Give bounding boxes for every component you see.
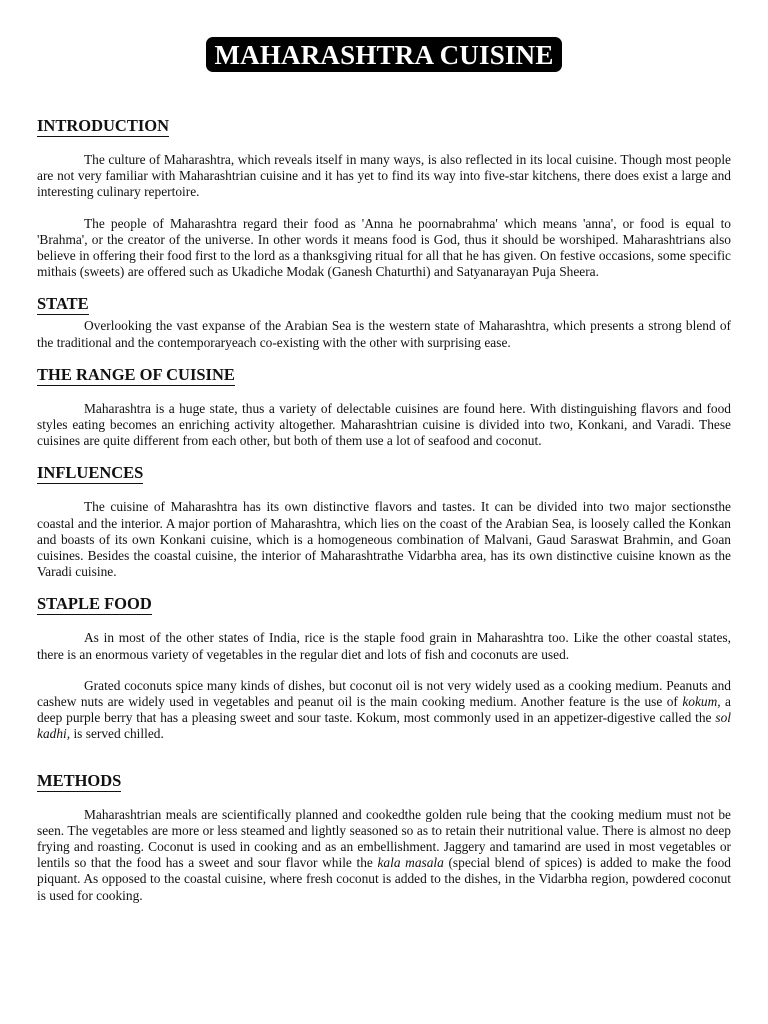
staple-p2-text-c: is served chilled. xyxy=(70,726,164,742)
methods-p1-text-b: (special blend of spices) is added to make the food piquant. As opposed to the coastal cuisine, where fresh coconut is added to the dishes, in the Vidarbha region, powdered coconut is used for cooking. xyxy=(37,855,732,903)
heading-staple-food: STAPLE FOOD xyxy=(37,594,152,614)
methods-p1-text-a: Maharashtrian meals are scientifically planned and cookedthe golden rule being that the cooking medium must not be seen. The vegetables are more or less steamed and lightly seasoned so as to retain their nutritional value. There is almost no deep frying and roasting. Coconut is used in cooking and as an embellishment. Jaggery and tamarind are used in most vegetables or lentils so that the food has a sweet and sour flavor while the xyxy=(37,806,731,871)
heading-influences: INFLUENCES xyxy=(37,463,144,483)
staple-p2-text-a: Grated coconuts spice many kinds of dishes, but coconut oil is not very widely used as a cooking medium. Peanuts and cashew nuts are widely used in vegetables and peanut oil is the main cooking medium. Another feature is the use of xyxy=(37,677,731,710)
section-staple-food xyxy=(37,594,731,742)
kokum-term: kokum, xyxy=(682,694,721,710)
influences-paragraph-1: The cuisine of Maharashtra has its own distinctive flavors and tastes. It can be divided into two major sectionsthe coastal and the interior. A major portion of Maharashtra, which lies on the coast of the Arabian Sea, is loosely called the Konkan and boasts of its own Konkani cuisine, which is a homogeneous combination of Malvani, Gaud Saraswat Brahmin, and Goan cuisines. Besides the coastal cuisine, the interior of Maharashtrathe Vidarbha area, has its own distinctive cuisine known as the Varadi cuisine. xyxy=(37,499,731,580)
page-title: MAHARASHTRA CUISINE xyxy=(206,37,561,72)
range-paragraph-1: Maharashtra is a huge state, thus a variety of delectable cuisines are found here. With distinguishing flavors and food styles eating becomes an enriching activity altogether. Maharashtrian cuisine is divided into two, Konkani, and Varadi. These cuisines are quite different from each other, but both of them use a lot of seafood and coconut. xyxy=(37,400,731,449)
heading-methods: METHODS xyxy=(37,770,122,790)
state-paragraph-1: Overlooking the vast expanse of the Arabian Sea is the western state of Maharashtra, which presents a strong blend of the traditional and the contemporaryeach co-existing with the other with surprising ease. xyxy=(37,318,731,350)
title-container xyxy=(0,37,768,72)
staple-paragraph-1: As in most of the other states of India, rice is the staple food grain in Maharashtra too. Like the other coastal states, there is an enormous variety of vegetables in the regular diet and lots of fish and coconuts are used. xyxy=(37,630,731,662)
intro-paragraph-2: The people of Maharashtra regard their food as 'Anna he poornabrahma' which means 'anna', or food is equal to 'Brahma', or the creator of the universe. In other words it means food is God, thus it should be worshiped. Maharashtrians also believe in offering their food first to the lord as a thanksgiving ritual for all that he has given. On festive occasions, some specific mithais (sweets) are offered such as Ukadiche Modak (Ganesh Chaturthi) and Satyanarayan Puja Sheera. xyxy=(37,215,731,280)
document-body xyxy=(37,116,731,904)
section-state xyxy=(37,294,731,350)
methods-paragraph-1 xyxy=(37,807,731,904)
section-range-of-cuisine xyxy=(37,365,731,450)
section-influences xyxy=(37,463,731,580)
sol-kadhi-term: sol kadhi, xyxy=(37,710,731,742)
section-introduction xyxy=(37,116,731,280)
intro-paragraph-1: The culture of Maharashtra, which reveals itself in many ways, is also reflected in its local cuisine. Though most people are not very familiar with Maharashtrian cuisine and it has yet to find its way into five-star kitchens, there does exist a large and interesting culinary repertoire. xyxy=(37,152,731,200)
kala-masala-term: kala masala xyxy=(377,855,444,871)
heading-state: STATE xyxy=(37,294,89,314)
heading-range-of-cuisine: THE RANGE OF CUISINE xyxy=(37,364,235,384)
staple-p2-text-b: a deep purple berry that has a pleasing sweet and sour taste. Kokum, most commonly used in an appetizer-digestive called the xyxy=(37,694,732,726)
staple-paragraph-2 xyxy=(37,678,731,743)
section-methods xyxy=(37,771,731,904)
heading-introduction: INTRODUCTION xyxy=(37,116,170,135)
